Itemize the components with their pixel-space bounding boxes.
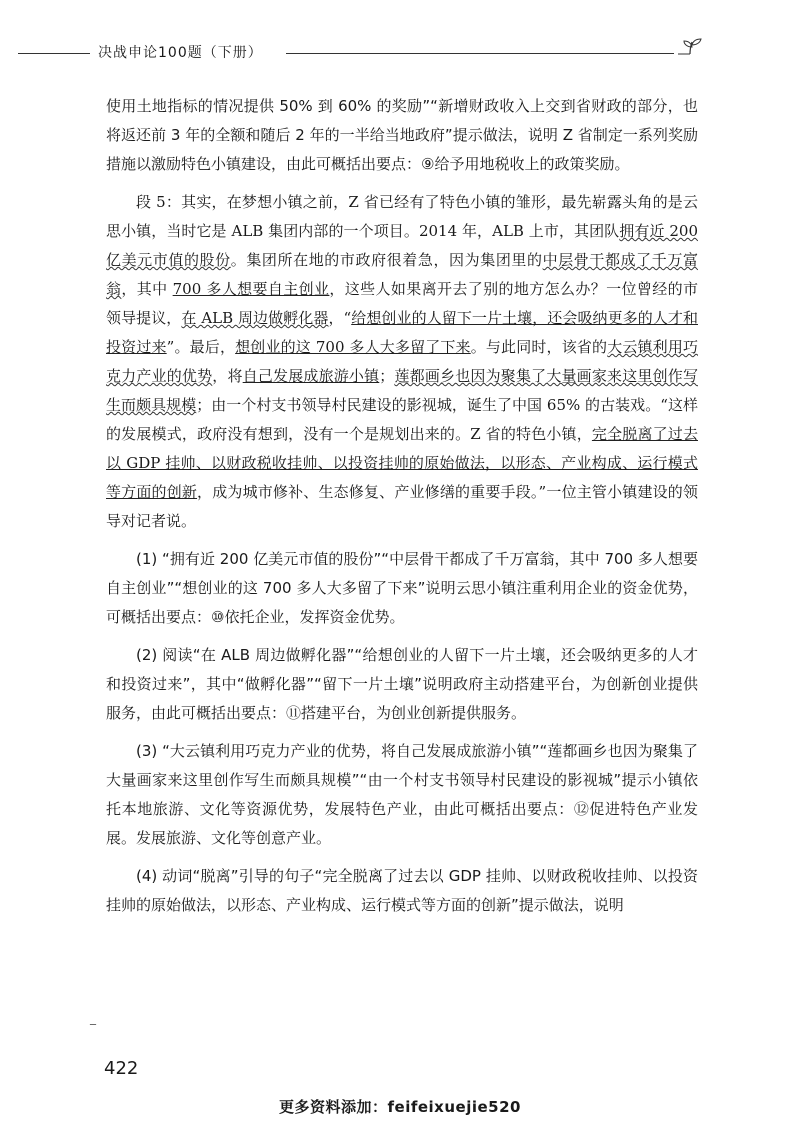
page-content xyxy=(106,92,698,920)
highlight-underline: 想创业的这 700 多人大多留了下来 xyxy=(235,338,471,356)
highlight-wavy: 莲都画乡也因为聚集了大量画家来这里创作写生而颇具规模 xyxy=(106,367,698,414)
sprout-icon xyxy=(676,38,706,64)
text-run: 段 5：其实，在梦想小镇之前，Z 省已经有了特色小镇的雏形，最先崭露头角的是云思小镇，当时它是 ALB 集团内部的一个项目。2014 年，ALB 上市，其团队 xyxy=(106,193,698,240)
text-run: ，“ xyxy=(328,309,352,327)
analysis-item-4: (4) 动词“脱离”引导的句子“完全脱离了过去以 GDP 挂帅、以财政税收挂帅、以投资挂帅的原始做法，以形态、产业构成、运行模式等方面的创新”提示做法，说明 xyxy=(106,867,698,914)
highlight-wavy: 中层骨干都成了千万富翁 xyxy=(106,251,698,298)
text-run: ，成为城市修补、生态修复、产业修缮的重要手段。”一位主管小镇建设的领导对记者说。 xyxy=(106,483,698,530)
running-header xyxy=(0,38,800,64)
highlight-wavy: 在 ALB 周边做孵化器 xyxy=(181,309,329,327)
paragraph-continuation: 使用土地指标的情况提供 50% 到 60% 的奖励”“新增财政收入上交到省财政的部分，也将返还前 3 年的全额和随后 2 年的一半给当地政府”提示做法，说明 Z 省制定一系列奖励措施以激励特色小镇建设，由此可概括出要点：⑨给予用地税收上的政策奖励。 xyxy=(106,97,698,173)
highlight-underline: 自己发展成旅游小镇 xyxy=(242,367,380,385)
highlight-underline: 700 多人想要自主创业 xyxy=(172,280,330,298)
highlight-underline: 完全脱离了过去以 GDP 挂帅、以财政税收挂帅、以投资挂帅的原始做法，以形态、产业构成、运行模式等方面的创新 xyxy=(106,425,698,501)
text-run: ，其中 xyxy=(121,280,173,298)
highlight-underline: 给想创业的人留下一片土壤，还会吸纳更多的人才和投资过来 xyxy=(106,309,698,356)
text-run: ，将 xyxy=(212,367,243,385)
paragraph-section-5 xyxy=(106,188,698,536)
header-title: 决战申论100题（下册） xyxy=(98,45,263,61)
analysis-item-2: (2) 阅读“在 ALB 周边做孵化器”“给想创业的人留下一片土壤，还会吸纳更多的人才和投资过来”，其中“做孵化器”“留下一片土壤”说明政府主动搭建平台，为创新创业提供服务，由此可概括出要点：⑪搭建平台，为创业创新提供服务。 xyxy=(106,646,698,722)
header-rule-right xyxy=(286,53,674,54)
footer-note: 更多资料添加：feifeixuejie520 xyxy=(279,1098,521,1116)
text-run: 。集团所在地的市政府很着急，因为集团里的 xyxy=(230,251,543,269)
text-run: ”。最后， xyxy=(166,338,236,356)
analysis-item-1: (1) “拥有近 200 亿美元市值的股份”“中层骨干都成了千万富翁，其中 700 多人想要自主创业”“想创业的这 700 多人大多留了下来”说明云思小镇注重利用企业的资金优势，可概括出要点：⑩依托企业，发挥资金优势。 xyxy=(106,550,698,626)
text-run: ； xyxy=(379,367,395,385)
text-run: ；由一个村支书领导村民建设的影视城，诞生了中国 65% 的古装戏。“这样的发展模式，政府没有想到，没有一个是规划出来的。Z 省的特色小镇， xyxy=(106,396,698,443)
page-number: 422 xyxy=(104,1058,139,1079)
header-rule-left xyxy=(18,53,90,54)
highlight-wavy: 拥有近 200 亿美元市值的股份 xyxy=(106,222,698,269)
text-run: 。与此同时，该省的 xyxy=(470,338,608,356)
highlight-wavy: 大云镇利用巧克力产业的优势 xyxy=(106,338,698,385)
analysis-item-3: (3) “大云镇利用巧克力产业的优势，将自己发展成旅游小镇”“莲都画乡也因为聚集了大量画家来这里创作写生而颇具规模”“由一个村支书领导村民建设的影视城”提示小镇依托本地旅游、文化等资源优势，发展特色产业，由此可概括出要点：⑫促进特色产业发展。发展旅游、文化等创意产业。 xyxy=(106,742,698,847)
margin-mark: _ xyxy=(90,1011,96,1025)
text-run: ，这些人如果离开去了别的地方怎么办？一位曾经的市领导提议， xyxy=(106,280,698,327)
